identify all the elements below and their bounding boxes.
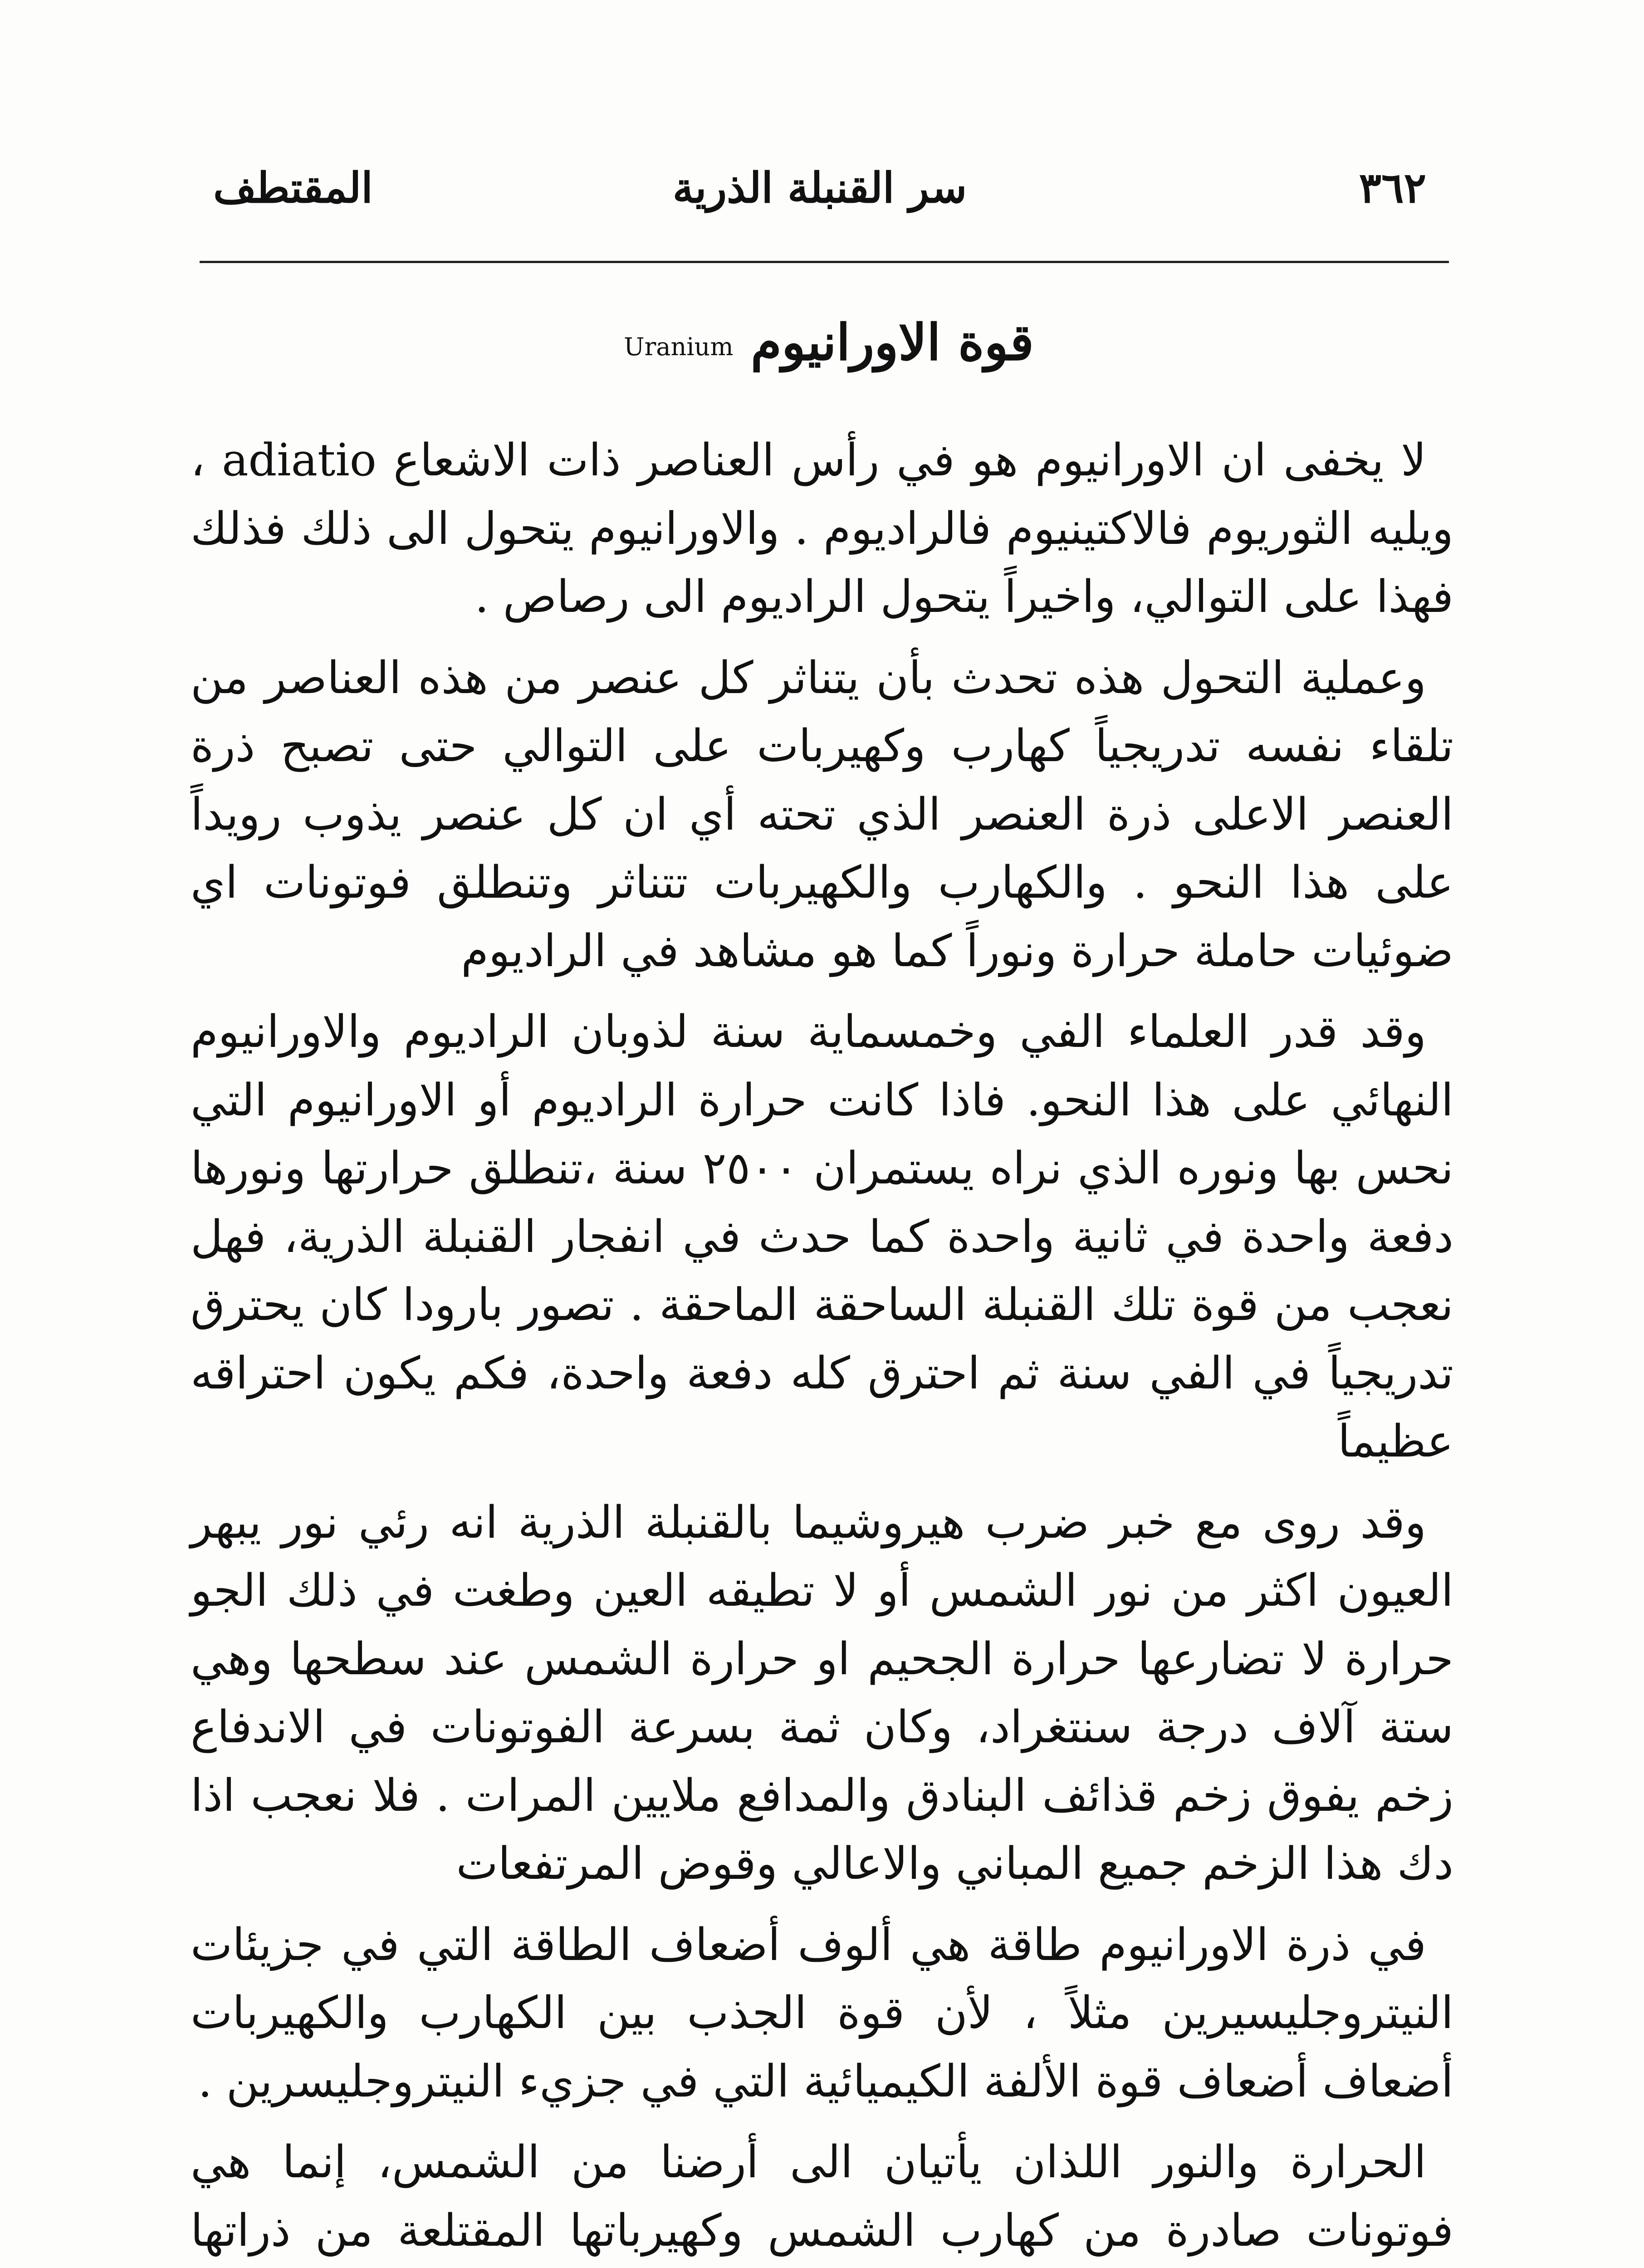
- page-header: [213, 154, 1426, 231]
- article-body: [191, 426, 1453, 2268]
- header-rule: [200, 261, 1449, 263]
- paragraph-3: وقد قدر العلماء الفي وخمسماية سنة لذوبان الراديوم والاورانيوم النهائي على هذا النحو. فاذا كانت حرارة الراديوم أو الاورانيوم التي نحس بها ونوره الذي نراه يستمران ٢٥٠٠ سنة ،تنطلق حرارتها ونورها دفعة واحدة في ثانية واحدة كما حدث في انفجار القنبلة الذرية، فهل نعجب من قوة تلك القنبلة الساحقة الماحقة . تصور بارودا كان يحترق تدريجياً في الفي سنة ثم احترق كله دفعة واحدة، فكم يكون احتراقه عظيماً: [191, 1006, 1453, 1467]
- journal-name: المقتطف: [213, 163, 373, 212]
- paragraph-2: وعملية التحول هذه تحدث بأن يتناثر كل عنصر من هذه العناصر من تلقاء نفسه تدريجياً كهارب وكهيربات على التوالي حتى تصبح ذرة العنصر الاعلى ذرة العنصر الذي تحته أي ان كل عنصر يذوب رويداً على هذا النحو . والكهارب والكهيربات تتناثر وتنطلق فوتونات اي ضوئيات حاملة حرارة ونوراً كما هو مشاهد في الراديوم: [191, 652, 1453, 977]
- running-title: سر القنبلة الذرية: [672, 163, 967, 212]
- section-heading: [0, 313, 1644, 371]
- paragraph-1: لا يخفى ان الاورانيوم هو في رأس العناصر ذات الاشعاع adiatio ، ويليه الثوريوم فالاكتينيوم فالراديوم . والاورانيوم يتحول الى ذلك فذلك فهذا على التوالي، واخيراً يتحول الراديوم الى رصاص .: [191, 435, 1453, 623]
- paragraph-4: وقد روى مع خبر ضرب هيروشيما بالقنبلة الذرية انه رئي نور يبهر العيون اكثر من نور الشمس أو لا تطيقه العين وطغت في ذلك الجو حرارة لا تضارعها حرارة الجحيم او حرارة الشمس عند سطحها وهي ستة آلاف درجة سنتغراد، وكان ثمة بسرعة الفوتونات في الاندفاع زخم يفوق زخم قذائف البنادق والمدافع ملايين المرات . فلا نعجب اذا دك هذا الزخم جميع المباني والاعالي وقوض المرتفعات: [191, 1496, 1453, 1890]
- section-title-latin: Uranium: [623, 332, 734, 361]
- page-number: ٣٦٢: [1359, 163, 1426, 212]
- paragraph-6: الحرارة والنور اللذان يأتيان الى أرضنا من الشمس، إنما هي فوتونات صادرة من كهارب الشمس وكهيرباتها المقتلعة من ذراتها: [191, 2136, 1453, 2257]
- section-title-arabic: قوة الاورانيوم: [750, 313, 1034, 371]
- paragraph-5: في ذرة الاورانيوم طاقة هي ألوف أضعاف الطاقة التي في جزيئات النيتروجليسيرين مثلاً ، لأن قوة الجذب بين الكهارب والكهيربات أضعاف أضعاف قوة الألفة الكيميائية التي في جزيء النيتروجليسرين .: [191, 1919, 1453, 2107]
